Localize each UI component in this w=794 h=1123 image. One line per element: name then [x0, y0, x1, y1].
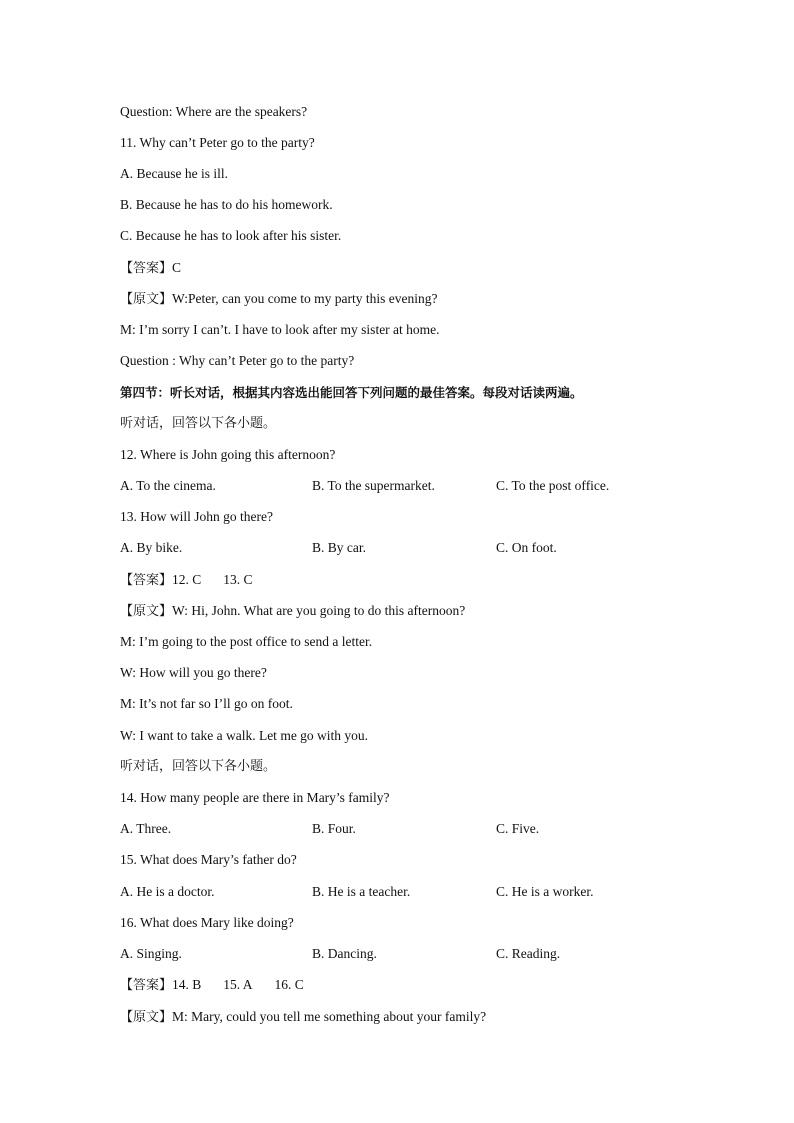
question-13-option-a: A. By bike.	[120, 540, 183, 555]
listen-instruction-1: 听对话，回答以下各小题。	[120, 416, 277, 431]
question-where-speakers: Question: Where are the speakers?	[120, 104, 308, 119]
listen-instruction-2: 听对话，回答以下各小题。	[120, 759, 277, 774]
answer-11	[120, 259, 181, 278]
question-14-option-a: A. Three.	[120, 821, 172, 836]
answer-13: 13. C	[223, 572, 253, 587]
question-13: 13. How will John go there?	[120, 509, 273, 524]
question-16-option-b: B. Dancing.	[312, 946, 377, 961]
transcript-14-16-m1	[120, 1008, 486, 1027]
question-16-option-c: C. Reading.	[496, 946, 561, 961]
question-11: 11. Why can’t Peter go to the party?	[120, 135, 315, 150]
transcript-12-13-w1-text: W: Hi, John. What are you going to do this afternoon?	[172, 603, 466, 618]
question-13-option-b: B. By car.	[312, 540, 366, 555]
transcript-14-16-m1-text: M: Mary, could you tell me something about your family?	[172, 1009, 487, 1024]
answer-tag: 【答案】	[120, 573, 173, 588]
question-16: 16. What does Mary like doing?	[120, 915, 294, 930]
question-11-option-c: C. Because he has to look after his sister.	[120, 228, 342, 243]
question-15-option-b: B. He is a teacher.	[312, 884, 411, 899]
question-14-option-c: C. Five.	[496, 821, 540, 836]
transcript-12-13-w1	[120, 602, 465, 621]
transcript-12-13-w2: W: How will you go there?	[120, 665, 267, 680]
answer-14: 14. B	[172, 977, 202, 992]
answer-15: 15. A	[223, 977, 253, 992]
transcript-11-question: Question : Why can’t Peter go to the party?	[120, 353, 355, 368]
transcript-12-13-w3: W: I want to take a walk. Let me go with you.	[120, 728, 369, 743]
answer-tag: 【答案】	[120, 261, 173, 276]
question-16-option-a: A. Singing.	[120, 946, 182, 961]
transcript-tag: 【原文】	[120, 604, 173, 619]
question-15-option-c: C. He is a worker.	[496, 884, 594, 899]
question-15-option-a: A. He is a doctor.	[120, 884, 215, 899]
transcript-tag: 【原文】	[120, 292, 173, 307]
transcript-11-m: M: I’m sorry I can’t. I have to look after my sister at home.	[120, 322, 440, 337]
question-12-option-c: C. To the post office.	[496, 478, 610, 493]
question-11-option-a: A. Because he is ill.	[120, 166, 228, 181]
question-14: 14. How many people are there in Mary’s family?	[120, 790, 390, 805]
answer-12-13	[120, 571, 253, 590]
transcript-tag: 【原文】	[120, 1010, 173, 1025]
answer-12: 12. C	[172, 572, 202, 587]
question-11-option-b: B. Because he has to do his homework.	[120, 197, 333, 212]
transcript-12-13-m2: M: It’s not far so I’ll go on foot.	[120, 696, 293, 711]
transcript-12-13-m1: M: I’m going to the post office to send a letter.	[120, 634, 373, 649]
question-14-option-b: B. Four.	[312, 821, 356, 836]
answer-11-value: C	[172, 260, 182, 275]
question-13-option-c: C. On foot.	[496, 540, 557, 555]
question-12-option-a: A. To the cinema.	[120, 478, 216, 493]
question-12: 12. Where is John going this afternoon?	[120, 447, 336, 462]
transcript-11-w	[120, 290, 438, 309]
transcript-11-w-text: W:Peter, can you come to my party this evening?	[172, 291, 438, 306]
answer-16: 16. C	[274, 977, 304, 992]
question-15: 15. What does Mary’s father do?	[120, 852, 297, 867]
answer-tag: 【答案】	[120, 978, 173, 993]
answer-14-16	[120, 976, 304, 995]
question-12-option-b: B. To the supermarket.	[312, 478, 435, 493]
section-4-heading: 第四节：听长对话，根据其内容选出能回答下列问题的最佳答案。每段对话读两遍。	[120, 385, 583, 400]
